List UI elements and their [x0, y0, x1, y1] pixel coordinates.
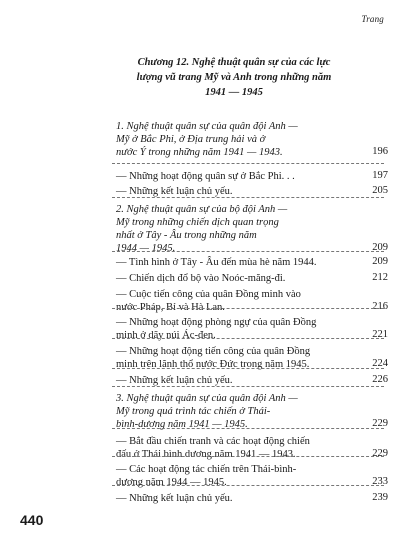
entry-divider: [112, 338, 384, 339]
toc-page-number: 216: [372, 301, 388, 312]
entry-divider: [112, 163, 384, 164]
column-header-trang: Trang: [361, 14, 384, 24]
toc-entry-text: nhất ở Tây - Âu trong những năm: [116, 230, 257, 241]
toc-entry: [116, 435, 360, 461]
toc-entry-text: — Bắt đầu chiến tranh và các hoạt động chiến: [116, 436, 310, 447]
toc-entry-text: — Tình hình ở Tây - Âu đến mùa hè năm 1944.: [116, 257, 317, 268]
chapter-title-line: 1941 — 1945: [205, 87, 263, 98]
toc-page-number: 209: [372, 242, 388, 253]
toc-page-number: 224: [372, 358, 388, 369]
toc-entry-text: bình-dương năm 1941 — 1945.: [116, 419, 248, 430]
toc-section-entry: [116, 203, 360, 255]
toc-entry-text: — Những hoạt động quân sự ở Bắc Phi. . .: [116, 171, 295, 182]
toc-page-number: 233: [372, 476, 388, 487]
entry-divider: [112, 368, 384, 369]
toc-entry-text: — Cuộc tiến công của quân Đồng minh vào: [116, 289, 301, 300]
toc-entry-text: — Những hoạt động phòng ngự của quân Đồng: [116, 317, 317, 328]
toc-entry-text: minh trên lãnh thổ nước Đức trong năm 1945.: [116, 359, 310, 370]
toc-entry-text: minh ở dãy núi Ác-đen.: [116, 330, 216, 341]
toc-entry: [116, 256, 360, 269]
toc-page-number: 229: [372, 418, 388, 429]
toc-entry: [116, 288, 360, 314]
entry-divider: [112, 197, 384, 198]
entry-divider: [112, 456, 384, 457]
toc-entry-text: đấu ở Thái bình dương năm 1941 — 1943.: [116, 449, 296, 460]
toc-entry-text: nước Pháp, Bỉ và Hà Lan.: [116, 302, 225, 313]
toc-page-number: 239: [372, 492, 388, 503]
toc-page-number: 229: [372, 448, 388, 459]
chapter-title-line: lượng vũ trang Mỹ và Anh trong những năm: [136, 72, 332, 83]
toc-entry-text: — Chiến dịch đổ bộ vào Noóc-măng-đi.: [116, 273, 286, 284]
toc-page-number: 196: [372, 146, 388, 157]
toc-entry-text: — Các hoạt động tác chiến trên Thái-bình-: [116, 464, 297, 475]
toc-page-number: 205: [372, 185, 388, 196]
toc-entry-text: 2. Nghệ thuật quân sự của bộ đội Anh —: [116, 204, 288, 215]
toc-entry-text: Mỹ trong quá trình tác chiến ở Thái-: [116, 406, 271, 417]
chapter-title: [100, 55, 368, 100]
toc-entry-text: — Những hoạt động tiến công của quân Đồng: [116, 346, 311, 357]
toc-entry-text: — Những kết luận chủ yếu.: [116, 186, 233, 197]
toc-page-number: 226: [372, 374, 388, 385]
toc-entry: [116, 492, 360, 505]
toc-entry-text: — Những kết luận chủ yếu.: [116, 493, 233, 504]
toc-entry-text: 1944 — 1945.: [116, 243, 176, 254]
toc-section-entry: [116, 392, 360, 431]
toc-page-number: 197: [372, 170, 388, 181]
toc-page-number: 212: [372, 272, 388, 283]
toc-entry-text: nước Ý trong những năm 1941 — 1943.: [116, 147, 283, 158]
entry-divider: [112, 485, 384, 486]
toc-page-number: 209: [372, 256, 388, 267]
toc-entry-text: — Những kết luận chủ yếu.: [116, 375, 233, 386]
page-number: 440: [20, 512, 44, 528]
toc-entry: [116, 272, 360, 285]
toc-entry: [116, 170, 360, 183]
toc-section-entry: [116, 120, 360, 159]
toc-entry-text: 3. Nghệ thuật quân sự của quân đội Anh —: [116, 393, 298, 404]
toc-entry-text: Mỹ trong những chiến dịch quan trọng: [116, 217, 279, 228]
toc-entry-text: Mỹ ở Bắc Phi, ở Địa trung hải và ở: [116, 134, 266, 145]
chapter-title-line: Chương 12. Nghệ thuật quân sự của các lực: [137, 57, 331, 68]
entry-divider: [112, 428, 384, 429]
toc-page-number: 221: [372, 329, 388, 340]
entry-divider: [112, 308, 384, 309]
toc-entry-text: 1. Nghệ thuật quân sự của quân đội Anh —: [116, 121, 298, 132]
toc-entry-text: dương năm 1944 — 1945.: [116, 477, 227, 488]
entry-divider: [112, 251, 384, 252]
entry-divider: [112, 386, 384, 387]
